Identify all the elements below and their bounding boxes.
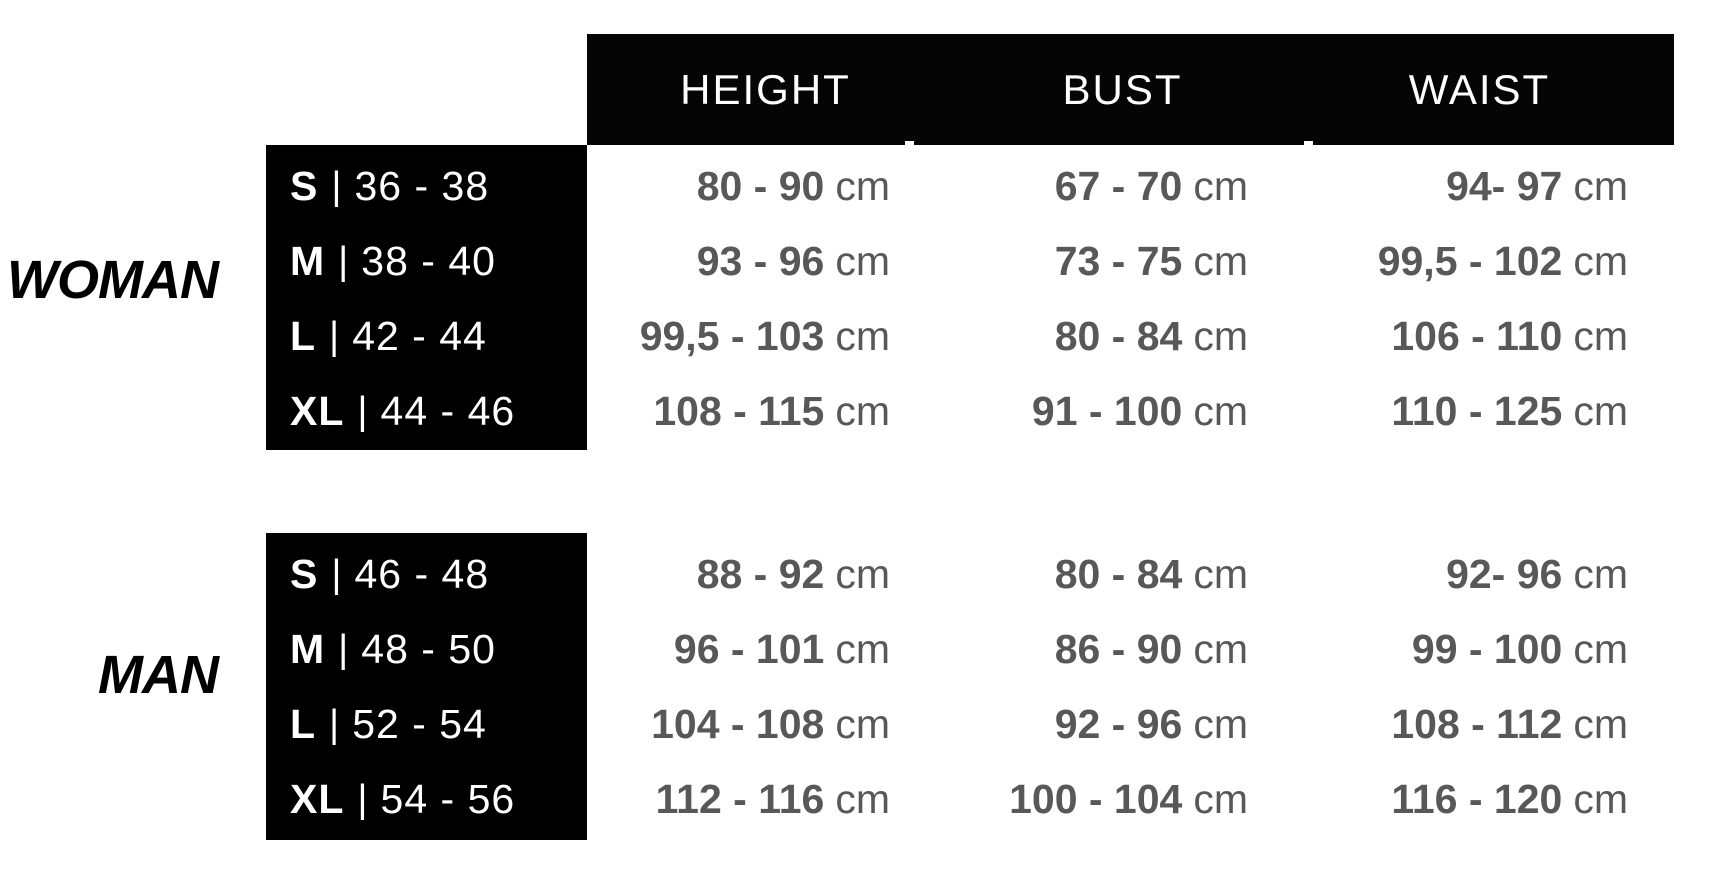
woman-l-height: 99,5 - 103 cm — [639, 313, 890, 359]
unit-label: cm — [835, 776, 890, 822]
woman-m-height: 93 - 96 cm — [696, 238, 890, 284]
man-m-height: 96 - 101 cm — [673, 626, 890, 672]
unit-label: cm — [1193, 238, 1248, 284]
unit-label: cm — [835, 238, 890, 284]
size-separator: | — [338, 239, 349, 283]
unit-label: cm — [1193, 626, 1248, 672]
man-s-bust: 80 - 84 cm — [1054, 551, 1248, 597]
unit-label: cm — [1193, 701, 1248, 747]
size-letter: S — [290, 163, 319, 209]
size-separator: | — [331, 552, 342, 596]
man-size-box — [266, 533, 587, 840]
size-range: 36 - 38 — [354, 163, 490, 209]
woman-m-waist: 99,5 - 102 cm — [1377, 238, 1628, 284]
unit-label: cm — [1573, 701, 1628, 747]
size-row-man-s — [290, 537, 587, 612]
size-separator: | — [329, 314, 340, 358]
man-xl-height: 112 - 116 cm — [655, 776, 890, 822]
woman-size-box — [266, 145, 587, 450]
woman-l-bust: 80 - 84 cm — [1054, 313, 1248, 359]
unit-label: cm — [1193, 388, 1248, 434]
woman-s-waist: 94- 97 cm — [1446, 163, 1628, 209]
unit-label: cm — [835, 701, 890, 747]
unit-label: cm — [1573, 551, 1628, 597]
unit-label: cm — [1193, 313, 1248, 359]
unit-label: cm — [1573, 163, 1628, 209]
size-separator: | — [331, 164, 342, 208]
man-l-height: 104 - 108 cm — [651, 701, 890, 747]
unit-label: cm — [1573, 626, 1628, 672]
woman-measurements — [587, 145, 1628, 449]
size-separator: | — [357, 777, 368, 821]
unit-label: cm — [835, 626, 890, 672]
man-xl-waist: 116 - 120 cm — [1391, 776, 1628, 822]
size-range: 38 - 40 — [361, 238, 496, 284]
table-header-bar — [587, 34, 1674, 145]
man-m-bust: 86 - 90 cm — [1054, 626, 1248, 672]
size-row-woman-xl — [290, 374, 587, 449]
woman-group-label: WOMAN — [7, 250, 218, 310]
size-separator: | — [338, 627, 349, 671]
woman-s-height: 80 - 90 cm — [696, 163, 890, 209]
size-range: 52 - 54 — [352, 701, 487, 747]
man-l-waist: 108 - 112 cm — [1391, 701, 1628, 747]
unit-label: cm — [835, 388, 890, 434]
size-row-woman-l — [290, 299, 587, 374]
size-letter: M — [290, 238, 326, 284]
unit-label: cm — [1573, 313, 1628, 359]
size-letter: S — [290, 551, 319, 597]
column-header-height: HEIGHT — [680, 65, 851, 113]
size-row-man-m — [290, 612, 587, 687]
man-m-waist: 99 - 100 cm — [1411, 626, 1628, 672]
woman-s-bust: 67 - 70 cm — [1054, 163, 1248, 209]
size-range: 42 - 44 — [352, 313, 487, 359]
woman-xl-bust: 91 - 100 cm — [1031, 388, 1248, 434]
man-s-height: 88 - 92 cm — [696, 551, 890, 597]
column-header-bust: BUST — [1062, 65, 1183, 113]
size-range: 48 - 50 — [361, 626, 496, 672]
size-range: 46 - 48 — [354, 551, 490, 597]
size-separator: | — [329, 702, 340, 746]
woman-l-waist: 106 - 110 cm — [1391, 313, 1628, 359]
unit-label: cm — [835, 163, 890, 209]
size-letter: L — [290, 313, 317, 359]
size-range: 44 - 46 — [380, 388, 516, 434]
size-letter: XL — [290, 388, 345, 434]
unit-label: cm — [835, 313, 890, 359]
unit-label: cm — [1193, 776, 1248, 822]
size-range: 54 - 56 — [380, 776, 516, 822]
size-separator: | — [357, 389, 368, 433]
unit-label: cm — [1193, 163, 1248, 209]
woman-m-bust: 73 - 75 cm — [1054, 238, 1248, 284]
size-letter: L — [290, 701, 317, 747]
woman-xl-height: 108 - 115 cm — [653, 388, 890, 434]
unit-label: cm — [1193, 551, 1248, 597]
unit-label: cm — [1573, 776, 1628, 822]
size-row-woman-m — [290, 224, 587, 299]
unit-label: cm — [835, 551, 890, 597]
size-letter: XL — [290, 776, 345, 822]
man-s-waist: 92- 96 cm — [1446, 551, 1628, 597]
unit-label: cm — [1573, 238, 1628, 284]
size-letter: M — [290, 626, 326, 672]
unit-label: cm — [1573, 388, 1628, 434]
column-header-waist: WAIST — [1408, 65, 1551, 113]
size-row-man-l — [290, 687, 587, 762]
man-group-label: MAN — [98, 645, 218, 705]
size-row-man-xl — [290, 762, 587, 837]
man-l-bust: 92 - 96 cm — [1054, 701, 1248, 747]
man-measurements — [587, 533, 1628, 837]
man-xl-bust: 100 - 104 cm — [1009, 776, 1248, 822]
size-row-woman-s — [290, 149, 587, 224]
woman-xl-waist: 110 - 125 cm — [1391, 388, 1628, 434]
